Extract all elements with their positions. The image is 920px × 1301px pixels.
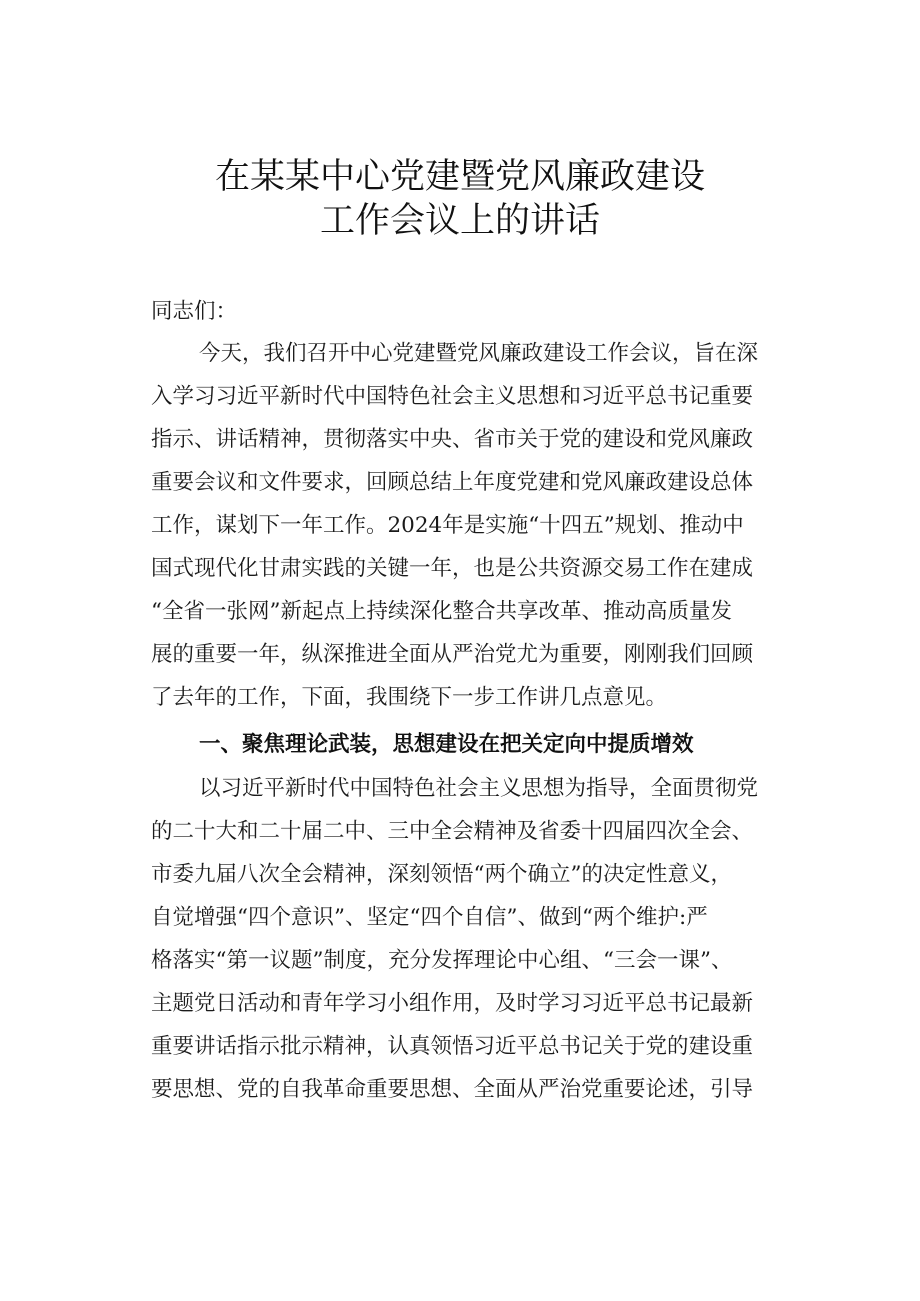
paragraph-line: 格落实“第一议题”制度，充分发挥理论中心组、“三会一课”、 [151,948,733,973]
paragraph-line: “全省一张网”新起点上持续深化整合共享改革、推动高质量发 [151,599,732,624]
paragraph-line: 国式现代化甘肃实践的关键一年，也是公共资源交易工作在建成 [151,556,754,581]
paragraph-line: 的二十大和二十届二中、三中全会精神及省委十四届四次全会、 [151,819,754,844]
paragraph-line: 要思想、党的自我革命重要思想、全面从严治党重要论述，引导 [151,1077,754,1102]
paragraph-line: 主题党日活动和青年学习小组作用，及时学习习近平总书记最新 [151,991,754,1016]
paragraph-line: 了去年的工作，下面，我围绕下一步工作讲几点意见。 [151,685,668,710]
document-title-line-2: 工作会议上的讲话 [319,201,600,241]
salutation: 同志们： [151,299,238,324]
paragraph-1 [151,332,811,719]
paragraph-line: 入学习习近平新时代中国特色社会主义思想和习近平总书记重要 [151,384,754,409]
paragraph-line: 重要会议和文件要求，回顾总结上年度党建和党风廉政建设总体 [151,470,754,495]
paragraph-2 [151,767,811,1111]
paragraph-line: 展的重要一年，纵深推进全面从严治党尤为重要，刚刚我们回顾 [151,642,754,667]
paragraph-line: 以习近平新时代中国特色社会主义思想为指导，全面贯彻党 [199,776,759,801]
paragraph-line: 重要讲话指示批示精神，认真领悟习近平总书记关于党的建设重 [151,1034,754,1059]
paragraph-line: 指示、讲话精神，贯彻落实中央、省市关于党的建设和党风廉政 [151,427,754,452]
paragraph-line: 自觉增强“四个意识”、坚定“四个自信”、做到“两个维护:严 [151,905,708,930]
paragraph-line: 市委九届八次全会精神，深刻领悟“两个确立”的决定性意义， [151,862,732,887]
section-1-heading: 一、聚焦理论武装，思想建设在把关定向中提质增效 [199,732,694,757]
document-title-line-1: 在某某中心党建暨党风廉政建设 [214,157,705,197]
paragraph-line: 工作，谋划下一年工作。2024年是实施“十四五”规划、推动中 [151,513,744,538]
paragraph-line: 今天，我们召开中心党建暨党风廉政建设工作会议，旨在深 [199,341,759,366]
